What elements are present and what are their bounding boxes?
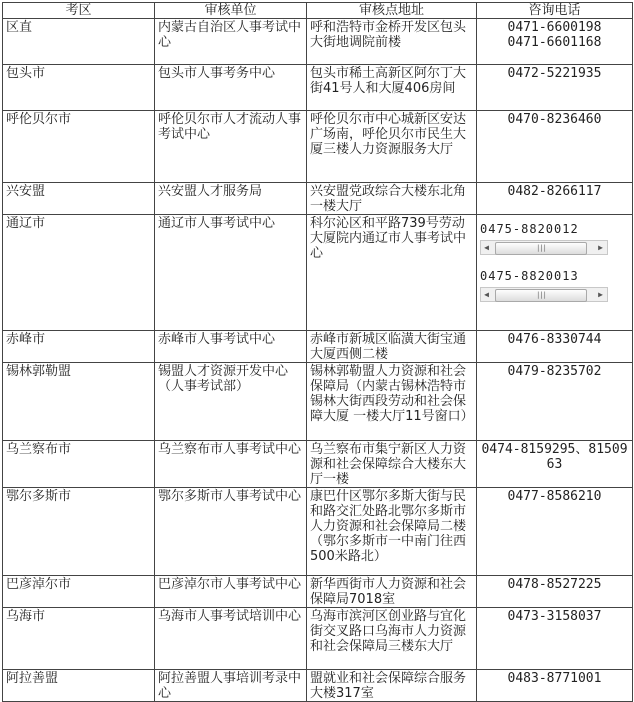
phone-cell <box>477 183 633 215</box>
address-cell-text: 锡林郭勒盟人力资源和社会保障局（内蒙古锡林浩特市锡林大街西段劳动和社会保障大厦 一楼大厅11号窗口） <box>310 364 474 424</box>
unit-cell-text: 通辽市人事考试中心 <box>158 216 276 231</box>
table-row <box>3 183 633 215</box>
phone-cell <box>477 441 633 488</box>
arrow-left-icon[interactable]: ◀ <box>484 290 490 299</box>
address-cell-text: 呼和浩特市金桥开发区包头大街地调院前楼 <box>310 20 467 50</box>
region-cell-text: 阿拉善盟 <box>6 671 59 686</box>
header-row <box>3 3 633 19</box>
address-cell <box>307 183 477 215</box>
address-cell <box>307 65 477 111</box>
table-row <box>3 363 633 441</box>
unit-cell-text: 乌兰察布市人事考试中心 <box>158 442 302 457</box>
phone-cell <box>477 670 633 702</box>
unit-cell <box>155 215 307 331</box>
phone-cell <box>477 488 633 576</box>
unit-cell <box>155 363 307 441</box>
arrow-left-icon[interactable]: ◀ <box>484 243 490 252</box>
unit-cell <box>155 183 307 215</box>
table-row <box>3 670 633 702</box>
address-cell-text: 赤峰市新城区临潢大街宝通大厦西侧二楼 <box>310 332 467 362</box>
region-cell <box>3 441 155 488</box>
header-unit: 审核单位 <box>155 3 307 19</box>
region-cell-text: 锡林郭勒盟 <box>6 364 72 379</box>
address-cell-text: 盟就业和社会保障综合服务大楼317室 <box>310 671 467 701</box>
arrow-right-icon[interactable]: ▶ <box>598 290 604 299</box>
region-cell <box>3 363 155 441</box>
phone-cell <box>477 363 633 441</box>
unit-cell <box>155 608 307 670</box>
address-cell <box>307 441 477 488</box>
unit-cell-text: 包头市人事考务中心 <box>158 66 276 81</box>
phone-scroll-field[interactable] <box>480 269 608 302</box>
unit-cell-text: 鄂尔多斯市人事考试中心 <box>158 489 302 504</box>
phone-scroll-text: 0475-8820012 <box>480 222 579 236</box>
region-cell-text: 乌兰察布市 <box>6 442 72 457</box>
region-cell-text: 乌海市 <box>6 609 46 624</box>
address-cell-text: 乌海市滨河区创业路与宜化街交叉路口乌海市人力资源和社会保障局三楼东大厅 <box>310 609 467 654</box>
phone-cell-text: 0482-8266117 <box>507 184 602 199</box>
header-region: 考区 <box>3 3 155 19</box>
region-cell-text: 巴彦淖尔市 <box>6 577 72 592</box>
address-cell <box>307 576 477 608</box>
address-cell <box>307 488 477 576</box>
phone-cell-text: 0472-5221935 <box>507 66 602 81</box>
phone-cell-text: 0483-8771001 <box>507 671 602 686</box>
unit-cell-text: 乌海市人事考试培训中心 <box>158 609 302 624</box>
address-cell-text: 包头市稀土高新区阿尔丁大街41号人和大厦406房间 <box>310 66 467 96</box>
region-cell-text: 区直 <box>6 20 33 35</box>
address-cell <box>307 19 477 65</box>
header-phone: 咨询电话 <box>477 3 633 19</box>
address-cell-text: 新华西街市人力资源和社会保障局7018室 <box>310 577 467 607</box>
horizontal-scrollbar[interactable] <box>480 287 608 302</box>
region-cell-text: 呼伦贝尔市 <box>6 112 72 127</box>
exam-consult-table <box>2 2 633 702</box>
phone-cell <box>477 331 633 363</box>
header-address: 审核点地址 <box>307 3 477 19</box>
region-cell-text: 包头市 <box>6 66 46 81</box>
region-cell-text: 鄂尔多斯市 <box>6 489 72 504</box>
unit-cell <box>155 576 307 608</box>
address-cell <box>307 608 477 670</box>
table-row <box>3 331 633 363</box>
region-cell <box>3 65 155 111</box>
unit-cell <box>155 65 307 111</box>
region-cell-text: 赤峰市 <box>6 332 46 347</box>
phone-cell-text: 0479-8235702 <box>507 364 602 379</box>
phone-cell-text: 0470-8236460 <box>507 112 602 127</box>
address-cell <box>307 670 477 702</box>
phone-cell-text: 0476-8330744 <box>507 332 602 347</box>
address-cell-text: 康巴什区鄂尔多斯大街与民和路交汇处路北鄂尔多斯市人力资源和社会保障局二楼（鄂尔多斯市一中南门往西500米路北） <box>310 489 467 564</box>
table-row <box>3 488 633 576</box>
address-cell <box>307 111 477 183</box>
unit-cell <box>155 19 307 65</box>
table-row <box>3 215 633 331</box>
unit-cell-text: 兴安盟人才服务局 <box>158 184 263 199</box>
table-row <box>3 608 633 670</box>
unit-cell <box>155 331 307 363</box>
scrollbar-thumb[interactable]: ||| <box>495 242 587 255</box>
region-cell <box>3 576 155 608</box>
region-cell <box>3 488 155 576</box>
unit-cell-text: 巴彦淖尔市人事考试中心 <box>158 577 302 592</box>
phone-cell-text: 0477-8586210 <box>507 489 602 504</box>
address-cell-text: 呼伦贝尔市中心城新区安达广场南，呼伦贝尔市民生大厦三楼人力资源服务大厅 <box>310 112 467 157</box>
address-cell-text: 兴安盟党政综合大楼东北角一楼大厅 <box>310 184 467 214</box>
phone-cell-text: 0473-3158037 <box>507 609 602 624</box>
phone-cell <box>477 215 633 331</box>
phone-cell-text: 0471-6600198 0471-6601168 <box>507 20 602 50</box>
region-cell-text: 通辽市 <box>6 216 46 231</box>
scrollbar-thumb[interactable]: ||| <box>495 289 587 302</box>
address-cell <box>307 215 477 331</box>
phone-scroll-field[interactable] <box>480 222 608 255</box>
region-cell <box>3 608 155 670</box>
unit-cell-text: 赤峰市人事考试中心 <box>158 332 276 347</box>
phone-scroll-text: 0475-8820013 <box>480 269 579 283</box>
phone-cell-text: 0474-8159295、8150963 <box>481 442 628 472</box>
phone-cell <box>477 111 633 183</box>
region-cell <box>3 331 155 363</box>
unit-cell-text: 呼伦贝尔市人才流动人事考试中心 <box>158 112 302 142</box>
horizontal-scrollbar[interactable] <box>480 240 608 255</box>
region-cell-text: 兴安盟 <box>6 184 46 199</box>
table-row <box>3 441 633 488</box>
region-cell <box>3 19 155 65</box>
arrow-right-icon[interactable]: ▶ <box>598 243 604 252</box>
table-row <box>3 111 633 183</box>
phone-cell <box>477 65 633 111</box>
region-cell <box>3 670 155 702</box>
region-cell <box>3 111 155 183</box>
unit-cell <box>155 488 307 576</box>
region-cell <box>3 183 155 215</box>
address-cell <box>307 331 477 363</box>
table-row <box>3 576 633 608</box>
region-cell <box>3 215 155 331</box>
phone-cell <box>477 608 633 670</box>
unit-cell <box>155 441 307 488</box>
address-cell-text: 乌兰察布市集宁新区人力资源和社会保障综合大楼东大厅一楼 <box>310 442 467 487</box>
unit-cell <box>155 670 307 702</box>
table-row <box>3 19 633 65</box>
phone-cell-text: 0478-8527225 <box>507 577 602 592</box>
unit-cell-text: 锡盟人才资源开发中心（人事考试部） <box>158 364 289 394</box>
unit-cell-text: 内蒙古自治区人事考试中心 <box>158 20 302 50</box>
unit-cell-text: 阿拉善盟人事培训考录中心 <box>158 671 302 701</box>
address-cell <box>307 363 477 441</box>
table-row <box>3 65 633 111</box>
phone-cell <box>477 19 633 65</box>
unit-cell <box>155 111 307 183</box>
address-cell-text: 科尔沁区和平路739号劳动大厦院内通辽市人事考试中心 <box>310 216 467 261</box>
phone-cell <box>477 576 633 608</box>
